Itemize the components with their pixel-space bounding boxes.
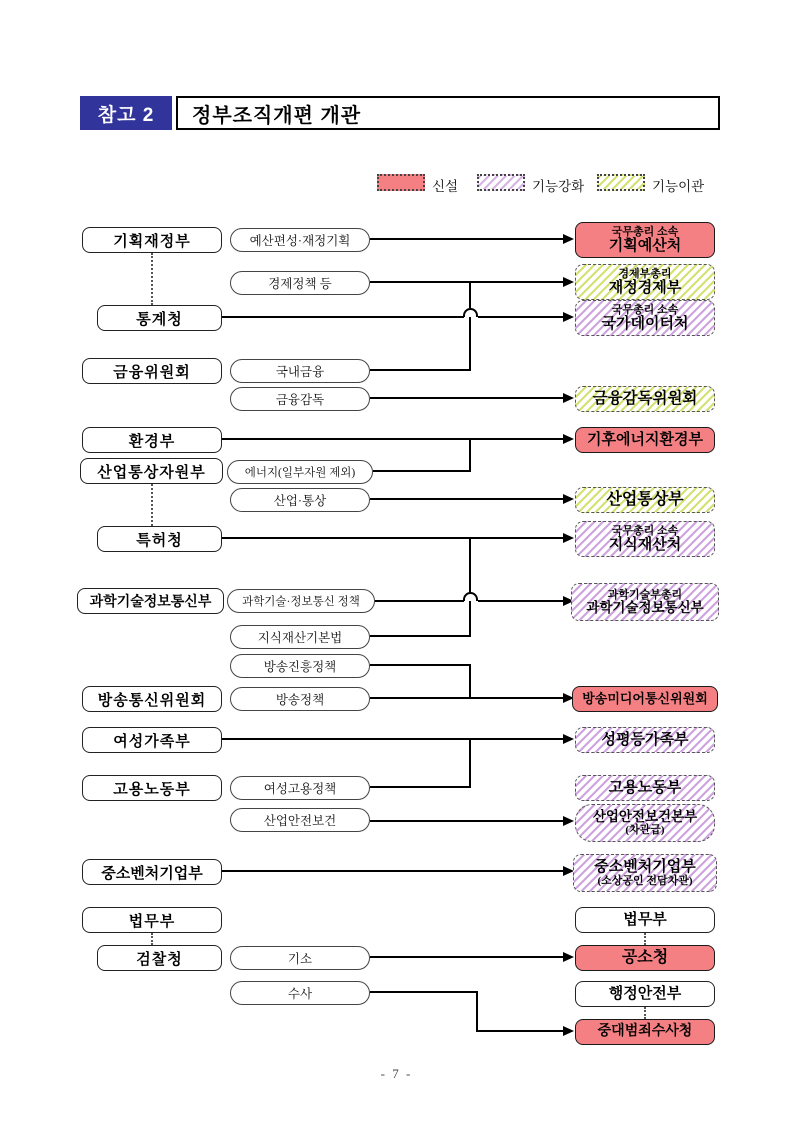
- result-box-planning-budget: [575, 222, 715, 258]
- result-box-name: 방송미디어통신위원회: [582, 690, 708, 706]
- result-box-name: 산업통상부: [606, 491, 684, 509]
- connector-line: [222, 438, 564, 440]
- reference-badge: 참고 2: [80, 96, 172, 130]
- connector-line: [370, 281, 564, 283]
- connector-line: [373, 470, 471, 472]
- function-pill-women-employment: 여성고용정책: [230, 776, 370, 800]
- arrow-right-icon: [563, 533, 574, 543]
- result-box-name: 금융감독위원회: [592, 390, 698, 408]
- legend-new-label: 신설: [432, 179, 459, 194]
- legend-transfer-label: 기능이관: [652, 179, 705, 194]
- result-box-name: 행정안전부: [608, 985, 682, 1002]
- ministry-box-kipo: 특허청: [97, 526, 222, 552]
- result-box-justice: [575, 907, 715, 933]
- function-pill-ip-basic-law: 지식재산기본법: [230, 625, 370, 649]
- function-pill-energy: 에너지(일부자원 제외): [227, 460, 373, 484]
- ministry-box-kcc: 방송통신위원회: [82, 686, 222, 712]
- connector-line: [370, 956, 564, 958]
- connector-line: [469, 438, 471, 472]
- connector-line: [222, 870, 564, 872]
- result-box-public-prosecution: [575, 945, 715, 971]
- connector-line: [469, 281, 471, 371]
- ministry-box-kostat: 통계청: [97, 305, 222, 331]
- result-box-name: 법무부: [623, 911, 667, 928]
- connector-line: [469, 738, 471, 788]
- result-box-name: 고용노동부: [608, 779, 682, 796]
- dotted-connector: [151, 253, 153, 305]
- dotted-connector: [151, 933, 153, 945]
- connector-line: [222, 738, 564, 740]
- ministry-box-moj: 법무부: [82, 907, 222, 933]
- result-box-superior: 국무총리 소속: [611, 303, 679, 316]
- function-pill-sci-ict: 과학기술·정보통신 정책: [227, 589, 375, 613]
- connector-line: [478, 316, 564, 318]
- result-box-name: 기획예산처: [608, 237, 682, 254]
- legend-transfer-swatch: [597, 174, 645, 191]
- function-pill-broadcast-promotion: 방송진흥정책: [230, 654, 370, 678]
- arrow-right-icon: [563, 434, 574, 444]
- result-box-name: 산업안전보건본부: [592, 808, 698, 824]
- crossover-hop: [463, 308, 478, 317]
- connector-line: [370, 991, 478, 993]
- result-box-serious-crime: [575, 1019, 715, 1045]
- arrow-right-icon: [563, 816, 574, 826]
- arrow-right-icon: [563, 494, 574, 504]
- arrow-right-icon: [563, 234, 574, 244]
- ministry-box-spo: 검찰청: [97, 945, 222, 971]
- ministry-box-mogef: 여성가족부: [82, 727, 222, 753]
- page-number: - 7 -: [380, 1066, 413, 1081]
- connector-line: [370, 369, 471, 371]
- result-box-industry-trade: [575, 487, 715, 513]
- function-pill-domestic-finance: 국내금융: [230, 359, 370, 383]
- connector-line: [370, 820, 564, 822]
- connector-line: [370, 786, 471, 788]
- result-box-climate-energy-env: [575, 427, 715, 453]
- function-pill-fin-supervision: 금융감독: [230, 387, 370, 411]
- result-box-employment-labor: [575, 775, 715, 801]
- connector-line: [370, 498, 564, 500]
- function-pill-econ: 경제정책 등: [230, 271, 370, 295]
- result-box-name: 과학기술정보통신부: [586, 599, 704, 615]
- connector-line: [476, 1030, 564, 1032]
- connector-line: [370, 238, 564, 240]
- result-box-name: 중소벤처기업부: [594, 858, 696, 875]
- page-title: 정부조직개편 개관: [176, 96, 720, 130]
- result-box-sci-ict: [571, 583, 719, 621]
- connector-line: [370, 664, 471, 666]
- function-pill-industry-trade: 산업·통상: [230, 488, 370, 512]
- legend-strengthen-label: 기능강화: [532, 179, 585, 194]
- arrow-right-icon: [563, 952, 574, 962]
- ministry-box-msit: 과학기술정보통신부: [77, 588, 224, 614]
- connector-line: [370, 635, 471, 637]
- arrow-right-icon: [563, 1026, 574, 1036]
- result-box-fin-supervisory: [575, 386, 715, 412]
- result-box-name: 중대범죄수사청: [597, 1024, 693, 1040]
- result-box-superior: 국무총리 소속: [611, 524, 679, 537]
- result-box-media-comm: [572, 686, 718, 712]
- legend-new-swatch: [377, 174, 425, 191]
- arrow-right-icon: [563, 277, 574, 287]
- connector-line: [222, 537, 564, 539]
- result-box-interior-safety: [575, 981, 715, 1007]
- result-box-gender-equality: [575, 727, 715, 753]
- dotted-connector: [151, 484, 153, 526]
- result-box-subtitle: (차관급): [625, 824, 665, 837]
- connector-line: [375, 600, 464, 602]
- dotted-connector: [644, 1007, 646, 1019]
- connector-line: [469, 537, 471, 637]
- crossover-hop: [463, 592, 478, 601]
- result-box-subtitle: (소상공인 전담차관): [597, 875, 693, 888]
- connector-line: [478, 600, 564, 602]
- ministry-box-fsc: 금융위원회: [82, 358, 222, 384]
- ministry-box-mss: 중소벤처기업부: [82, 859, 222, 885]
- function-pill-budget: 예산편성·재정기획: [230, 228, 370, 252]
- function-pill-indictment: 기소: [230, 946, 370, 970]
- connector-line: [469, 664, 471, 699]
- ministry-box-motie: 산업통상자원부: [80, 458, 223, 484]
- dotted-connector: [644, 933, 646, 945]
- result-box-name: 공소청: [621, 949, 669, 967]
- function-pill-broadcast-policy: 방송정책: [230, 687, 370, 711]
- function-pill-investigation: 수사: [230, 981, 370, 1005]
- result-box-name: 재정경제부: [608, 279, 682, 296]
- result-box-osh-headquarters: [575, 804, 715, 842]
- result-box-national-data: [575, 300, 715, 336]
- result-box-name: 성평등가족부: [601, 731, 689, 748]
- function-pill-industrial-safety: 산업안전보건: [230, 808, 370, 832]
- result-box-superior: 경제부총리: [618, 267, 672, 280]
- result-box-name: 지식재산처: [608, 536, 682, 553]
- legend-strengthen-swatch: [477, 174, 525, 191]
- arrow-right-icon: [563, 734, 574, 744]
- result-box-finance-economy: [575, 264, 715, 300]
- connector-line: [222, 316, 464, 318]
- connector-line: [370, 397, 564, 399]
- ministry-box-moef: 기획재정부: [82, 227, 222, 253]
- arrow-right-icon: [563, 312, 574, 322]
- arrow-right-icon: [563, 393, 574, 403]
- result-box-name: 국가데이터처: [601, 315, 689, 332]
- result-box-superior: 과학기술부총리: [607, 588, 683, 601]
- result-box-ip-office: [575, 521, 715, 557]
- ministry-box-moe: 환경부: [82, 427, 222, 453]
- connector-line: [370, 697, 564, 699]
- result-box-sme-startups: [573, 854, 717, 892]
- result-box-superior: 국무총리 소속: [611, 225, 679, 238]
- ministry-box-moel: 고용노동부: [82, 775, 222, 801]
- result-box-name: 기후에너지환경부: [587, 431, 703, 448]
- connector-line: [476, 991, 478, 1032]
